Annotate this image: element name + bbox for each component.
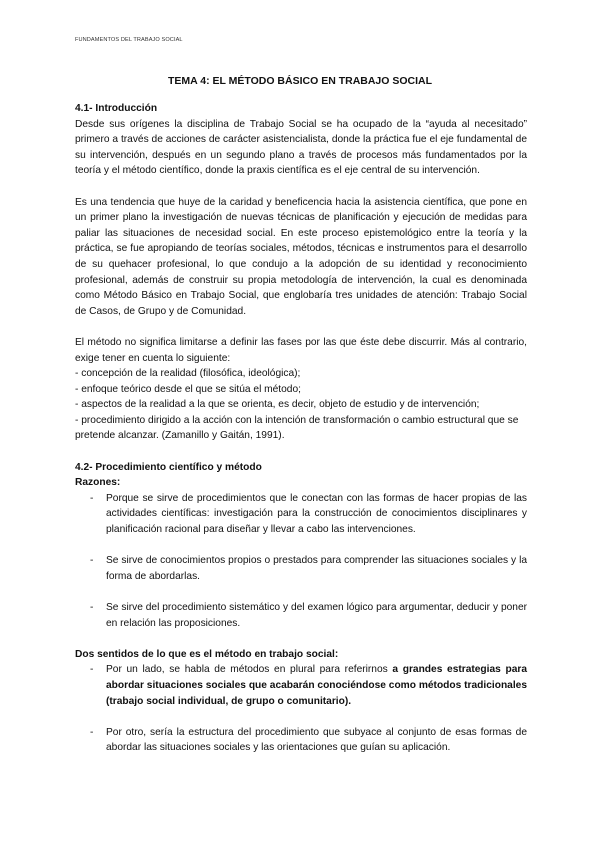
paragraph-metodo: El método no significa limitarse a definir las fases por las que éste debe discurrir. Más al contrario, exige tener en cuenta lo siguiente: — [75, 336, 527, 364]
reason-text: Se sirve de conocimientos propios o prestados para comprender las situaciones sociales y la forma de abordarlas. — [106, 555, 527, 582]
list-item-realidad: - concepción de la realidad (filosófica, ideológica); — [75, 368, 301, 380]
list-item-procedimiento: - procedimiento dirigido a la acción con la intención de transformación o cambio estructural que se pretende alcanzar. (Zamanillo y Gaitán, 1991). — [75, 414, 519, 442]
dash-bullet: - — [90, 602, 94, 613]
reason-item — [75, 491, 527, 538]
sense-item — [75, 662, 527, 709]
dash-bullet: - — [90, 664, 94, 676]
document-body — [75, 101, 527, 756]
subheading-razones: Razones: — [75, 477, 121, 489]
section-heading-procedimiento: 4.2- Procedimiento científico y método — [75, 461, 262, 473]
sense-text: Por otro, sería la estructura del procedimiento que subyace al conjunto de esas formas de abordar las situaciones sociales y las orientaciones que guían su aplicación. — [106, 726, 527, 754]
dash-bullet: - — [90, 555, 94, 567]
section-heading-introduccion: 4.1- Introducción — [75, 103, 158, 114]
paragraph-tendencia: Es una tendencia que huye de la caridad y beneficencia hacia la asistencia científica, que pone en un primer plano la investigación de nuevas técnicas de planificación y ejecución de medidas para paliar las situaciones de necesidad social. En este proceso epistemológico entre la teoría y la práctica, se fue apropiando de teorías sociales, métodos, técnicas e instrumentos para el desarrollo de su quehacer profesional, lo que condujo a la adopción de su identidad y reconocimiento profesional, además de construir su propia metodología de intervención, la cual es denominada como Método Básico en Trabajo Social, que englobaría tres unidades de atención: Trabajo Social de Casos, de Grupo y de Comunidad. — [75, 196, 527, 317]
page-title: TEMA 4: EL MÉTODO BÁSICO EN TRABAJO SOCIAL — [167, 75, 433, 87]
sense-text-bold: a grandes estrategias para abordar situaciones sociales que acabarán conociéndose como métodos tradicionales (trabajo social individual, de grupo o comunitario). — [106, 664, 528, 707]
dash-bullet: - — [90, 726, 94, 738]
reason-item — [75, 600, 527, 631]
list-item-enfoque: - enfoque teórico desde el que se sitúa el método; — [75, 383, 301, 395]
reason-text: Se sirve del procedimiento sistemático y del examen lógico para argumentar, deducir y poner en relación las proposiciones. — [106, 602, 527, 629]
paragraph-origenes: Desde sus orígenes la disciplina de Trabajo Social se ha ocupado de la “ayuda al necesitado” primero a través de acciones de carácter asistencialista, donde la práctica fue el eje fundamental de su intervención, después en un segundo plano a través de procesos más fundamentados por la teoría y el método científico, donde la praxis científica es el eje central de su intervención. — [75, 118, 527, 177]
senses-list — [75, 662, 527, 756]
reason-text: Porque se sirve de procedimientos que le conectan con las formas de hacer propias de las actividades científicas: investigación para la construcción de conocimientos disciplinares y planificación racional para diseñar y llevar a cabo las intervenciones. — [106, 492, 527, 536]
senses-heading: Dos sentidos de lo que es el método en trabajo social: — [75, 648, 339, 660]
sense-item — [75, 725, 527, 756]
dash-bullet: - — [90, 492, 94, 504]
running-header: FUNDAMENTOS DEL TRABAJO SOCIAL — [75, 37, 183, 43]
list-item-aspectos: - aspectos de la realidad a la que se orienta, es decir, objeto de estudio y de intervención; — [75, 399, 480, 411]
reason-item — [75, 553, 527, 584]
reasons-list — [75, 491, 527, 631]
sense-text-plain: Por un lado, se habla de métodos en plural para referirnos — [106, 664, 393, 676]
